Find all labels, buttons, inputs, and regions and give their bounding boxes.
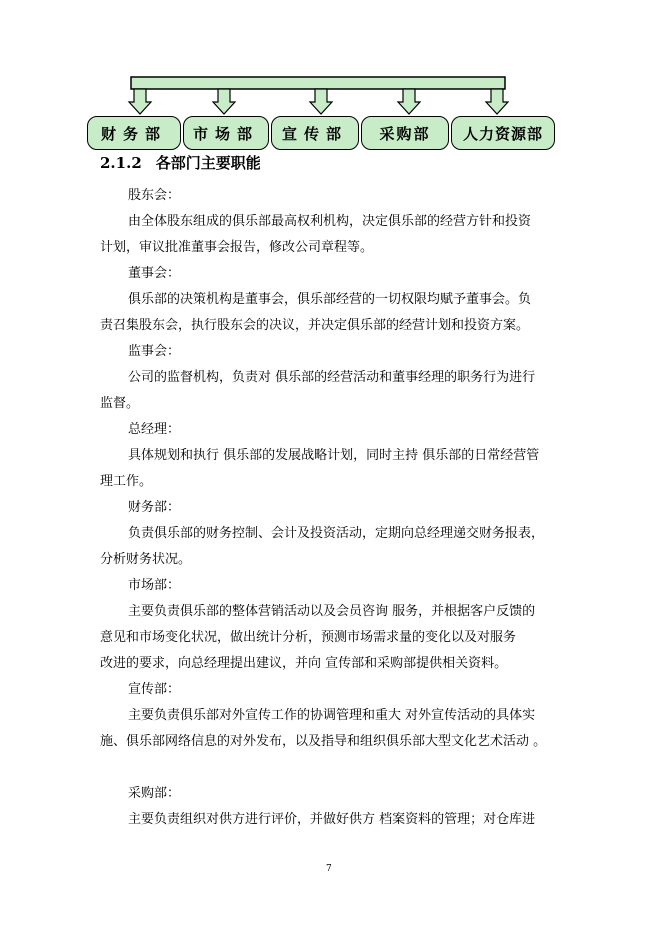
paragraph-line: 理工作。: [100, 474, 153, 489]
dept-box-publicity: 宣传部: [271, 116, 359, 150]
paragraph-line: 主要负责俱乐部对外宣传工作的协调管理和重大 对外宣传活动的具体实: [128, 708, 536, 723]
paragraph-line: 改进的要求，向总经理提出建议，并向 宣传部和采购部提供相关资料。: [100, 656, 508, 671]
paragraph-line: 计划，审议批准董事会报告，修改公司章程等。: [100, 240, 374, 255]
label-marketing: 市场部：: [128, 578, 181, 593]
paragraph-line: 意见和市场变化状况，做出统计分析，预测市场需求量的变化以及对服务: [100, 630, 517, 645]
paragraph-line: 具体规划和执行 俱乐部的发展战略计划，同时主持 俱乐部的日常经营管: [128, 448, 540, 463]
paragraph-line: 主要负责俱乐部的整体营销活动以及会员咨询 服务，并根据客户反馈的: [128, 604, 536, 619]
paragraph-line: 施、俱乐部网络信息的对外发布，以及指导和组织俱乐部大型文化艺术活动 。: [100, 734, 547, 749]
label-finance: 财务部：: [128, 500, 181, 515]
dept-box-finance: 财务部: [87, 116, 181, 150]
dept-box-hr: 人力资源部: [451, 116, 555, 150]
paragraph-line: 俱乐部的决策机构是董事会，俱乐部经营的一切权限均赋予董事会。负: [128, 292, 532, 307]
page-number: 7: [326, 864, 332, 874]
paragraph-line: 监督。: [100, 396, 140, 411]
dept-box-marketing: 市场部: [183, 116, 269, 150]
section-title: 各部门主要职能: [155, 154, 261, 172]
label-board: 董事会：: [128, 266, 181, 281]
label-shareholders: 股东会：: [128, 188, 181, 203]
label-general-manager: 总经理：: [128, 422, 181, 437]
label-purchasing: 采购部：: [128, 786, 181, 801]
paragraph-line: 主要负责组织对供方进行评价，并做好供方 档案资料的管理；对仓库进: [128, 812, 536, 827]
paragraph-line: 负责俱乐部的财务控制、会计及投资活动，定期向总经理递交财务报表，: [128, 526, 545, 541]
paragraph-line: 由全体股东组成的俱乐部最高权利机构，决定俱乐部的经营方针和投资: [128, 214, 532, 229]
paragraph-line: 分析财务状况。: [100, 552, 192, 567]
dept-box-purchasing: 采购部: [361, 116, 449, 150]
section-heading: [100, 152, 261, 173]
paragraph-line: 公司的监督机构，负责对 俱乐部的经营活动和董事经理的职务行为进行: [128, 370, 536, 385]
section-number: 2.1.2: [100, 154, 142, 172]
org-chart: [0, 0, 662, 160]
label-supervisors: 监事会：: [128, 344, 181, 359]
paragraph-line: 责召集股东会，执行股东会的决议，并决定俱乐部的经营计划和投资方案。: [100, 318, 530, 333]
label-publicity: 宣传部：: [128, 682, 181, 697]
